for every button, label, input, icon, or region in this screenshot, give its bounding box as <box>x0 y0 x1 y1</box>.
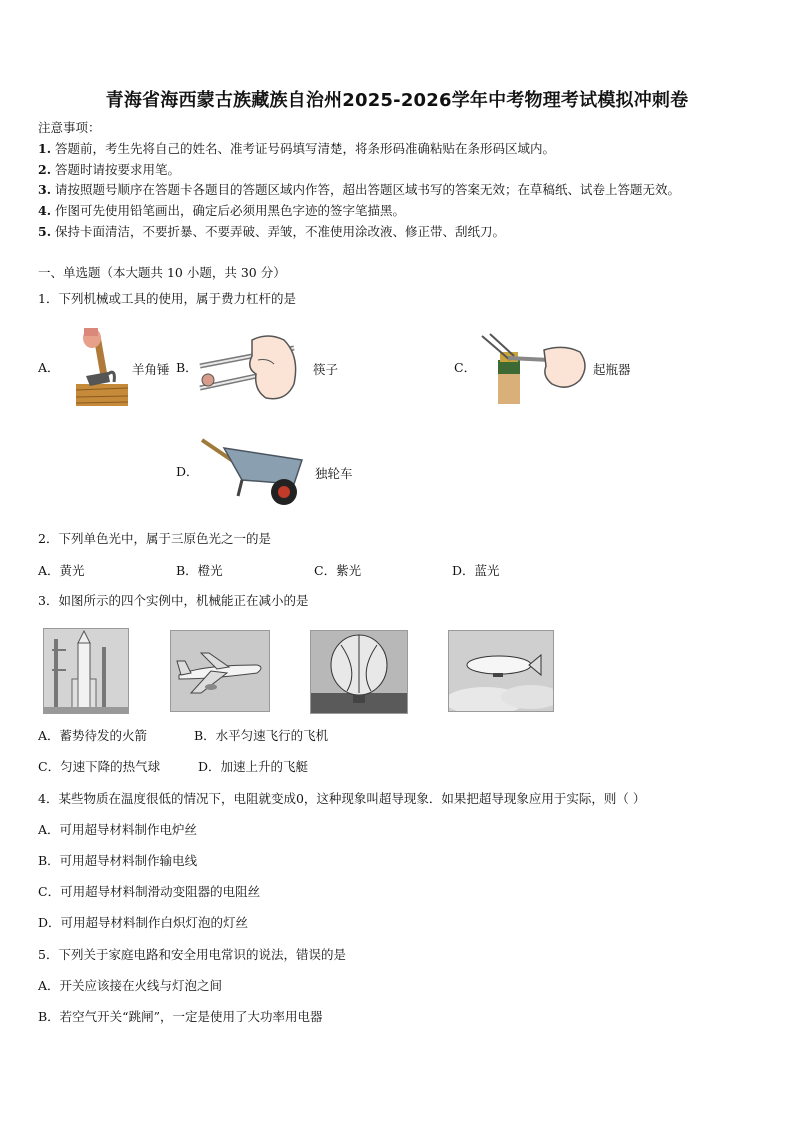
q2-option-c[interactable]: C．紫光 <box>314 563 362 578</box>
q1-option-b-label[interactable]: B． <box>176 360 198 375</box>
q4-option-b[interactable]: B．可用超导材料制作输电线 <box>38 853 198 868</box>
q4-option-c[interactable]: C．可用超导材料制滑动变阻器的电阻丝 <box>38 884 261 899</box>
question-4-stem: 4．某些物质在温度很低的情况下，电阻就变成0，这种现象叫超导现象．如果把超导现象应用于实际，则（ ） <box>38 791 646 806</box>
q1-option-b-text: 筷子 <box>313 362 339 377</box>
notice-number: 4. <box>38 203 52 218</box>
q1-option-c-label[interactable]: C． <box>454 360 477 375</box>
chopsticks-icon <box>196 330 308 406</box>
q1-option-c-text: 起瓶器 <box>593 362 631 377</box>
question-1-stem: 1．下列机械或工具的使用，属于费力杠杆的是 <box>38 291 296 306</box>
notice-item <box>38 203 405 219</box>
q3-option-a[interactable]: A．蓄势待发的火箭 <box>38 728 148 743</box>
q3-option-d[interactable]: D．加速上升的飞艇 <box>198 759 309 774</box>
q5-option-a[interactable]: A．开关应该接在火线与灯泡之间 <box>38 978 223 993</box>
notice-item <box>38 224 505 240</box>
q2-option-a[interactable]: A．黄光 <box>38 563 85 578</box>
notice-number: 1. <box>38 141 52 156</box>
wheelbarrow-icon <box>198 434 308 508</box>
q3-option-b[interactable]: B．水平匀速飞行的飞机 <box>194 728 329 743</box>
notice-number: 5. <box>38 224 52 239</box>
exam-title: 青海省海西蒙古族藏族自治州2025-2026学年中考物理考试模拟冲刺卷 <box>105 90 689 111</box>
question-2-stem: 2．下列单色光中，属于三原色光之一的是 <box>38 531 271 546</box>
q1-option-d-label[interactable]: D． <box>176 464 199 479</box>
notice-text: 请按照题号顺序在答题卡各题目的答题区域内作答，超出答题区域书写的答案无效；在草稿纸、试卷上答题无效。 <box>55 182 681 197</box>
q1-option-d-text: 独轮车 <box>315 466 353 481</box>
notice-number: 2. <box>38 162 52 177</box>
section-heading: 一、单选题（本大题共 10 小题，共 30 分） <box>38 265 286 280</box>
q4-option-a[interactable]: A．可用超导材料制作电炉丝 <box>38 822 198 837</box>
question-5-stem: 5．下列关于家庭电路和安全用电常识的说法，错误的是 <box>38 947 346 962</box>
question-3-stem: 3．如图所示的四个实例中，机械能正在减小的是 <box>38 593 309 608</box>
notice-text: 作图可先使用铅笔画出，确定后必须用黑色字迹的签字笔描黑。 <box>55 203 406 218</box>
q2-option-b[interactable]: B．橙光 <box>176 563 223 578</box>
claw-hammer-icon <box>70 326 132 410</box>
notice-number: 3. <box>38 182 52 197</box>
q4-option-d[interactable]: D．可用超导材料制作白炽灯泡的灯丝 <box>38 915 249 930</box>
notice-text: 答题前，考生先将自己的姓名、准考证号码填写清楚，将条形码准确粘贴在条形码区域内。 <box>55 141 556 156</box>
notice-text: 答题时请按要求用笔。 <box>55 162 181 177</box>
q2-option-d[interactable]: D．蓝光 <box>452 563 500 578</box>
notice-item <box>38 162 180 178</box>
notice-item <box>38 182 680 198</box>
q5-option-b[interactable]: B．若空气开关“跳闸”，一定是使用了大功率用电器 <box>38 1009 323 1024</box>
q3-option-c[interactable]: C．匀速下降的热气球 <box>38 759 161 774</box>
hot-air-balloon-photo <box>310 630 408 714</box>
bottle-opener-icon <box>480 330 594 406</box>
airplane-photo <box>170 630 270 712</box>
rocket-photo <box>43 628 129 714</box>
notice-heading: 注意事项： <box>38 120 101 135</box>
notice-text: 保持卡面清洁，不要折暴、不要弄破、弄皱，不准使用涂改液、修正带、刮纸刀。 <box>55 224 506 239</box>
notice-item <box>38 141 555 157</box>
q1-option-a-label[interactable]: A． <box>38 360 60 375</box>
airship-photo <box>448 630 554 712</box>
q1-option-a-text: 羊角锤 <box>132 362 170 377</box>
